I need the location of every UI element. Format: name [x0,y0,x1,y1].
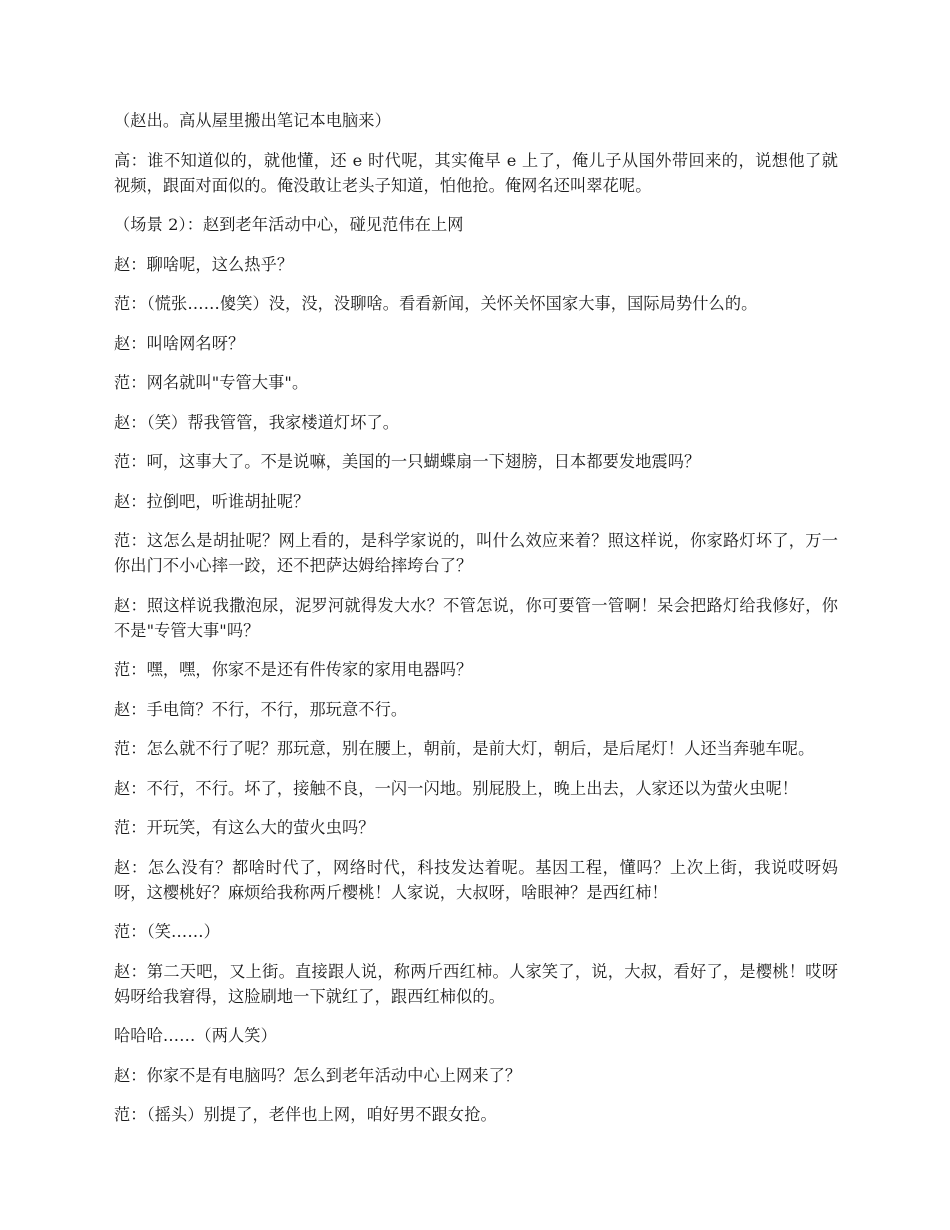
paragraph-stage-direction-1: （赵出。高从屋里搬出笔记本电脑来） [114,111,391,130]
paragraph-zhao-line-1: 赵：聊啥呢，这么热乎？ [114,254,294,274]
paragraph-fan-line-5: 范：嘿，嘿，你家不是还有件传家的家用电器吗？ [114,660,473,679]
paragraph-zhao-line-7: 赵：不行，不行。坏了，接触不良，一闪一闪地。别屁股上，晚上出去，人家还以为萤火虫呢！ [114,778,799,798]
paragraph-fan-line-3: 范：呵，这事大了。不是说嘛，美国的一只蝴蝶扇一下翅膀，日本都要发地震吗？ [114,452,701,471]
paragraph-fan-line-7: 范：开玩笑，有这么大的萤火虫吗？ [114,818,375,837]
paragraph-fan-line-2: 范：网名就叫"专管大事"。 [114,373,309,392]
paragraph-stage-direction-2: 哈哈哈……（两人笑） [114,1026,277,1045]
paragraph-zhao-line-2: 赵：叫啥网名呀？ [114,333,245,353]
paragraph-scene-2-heading: （场景 2）：赵到老年活动中心，碰见范伟在上网 [114,215,464,234]
paragraph-fan-line-1: 范：（慌张……傻笑）没，没，没聊啥。看看新闻，关怀关怀国家大事，国际局势什么的。 [114,294,758,313]
paragraph-zhao-line-3: 赵：（笑）帮我管管，我家楼道灯坏了。 [114,412,400,432]
paragraph-zhao-line-6: 赵：手电筒？不行，不行，那玩意不行。 [114,699,408,719]
document-page [114,108,838,1142]
paragraph-fan-line-9: 范：（摇头）别提了，老伴也上网，咱好男不跟女抢。 [114,1105,497,1124]
paragraph-zhao-line-4: 赵：拉倒吧，听谁胡扯呢？ [114,491,310,511]
paragraph-zhao-line-10: 赵：你家不是有电脑吗？怎么到老年活动中心上网来了？ [114,1065,522,1085]
paragraph-fan-line-6: 范：怎么就不行了呢？那玩意，别在腰上，朝前，是前大灯，朝后，是后尾灯！人还当奔驰车呢。 [114,739,815,758]
paragraph-zhao-line-9: 赵：第二天吧，又上街。直接跟人说，称两斤西红柿。人家笑了，说，大叔，看好了，是樱桃！哎呀妈呀给我窘得，这脸刷地一下就红了，跟西红柿似的。 [114,961,838,1006]
paragraph-gao-line-1: 高：谁不知道似的，就他懂，还 e 时代呢，其实俺早 e 上了，俺儿子从国外带回来的，说想他了就视频，跟面对面似的。俺没敢让老头子知道，怕他抢。俺网名还叫翠花呢。 [114,150,838,195]
paragraph-zhao-line-5: 赵：照这样说我撒泡尿，泥罗河就得发大水？不管怎说，你可要管一管啊！呆会把路灯给我修好，你不是"专管大事"吗？ [114,595,838,640]
paragraph-zhao-line-8: 赵：怎么没有？都啥时代了，网络时代，科技发达着呢。基因工程，懂吗？上次上街，我说哎呀妈呀，这樱桃好？麻烦给我称两斤樱桃！人家说，大叔呀，啥眼神？是西红柿！ [114,857,838,902]
paragraph-fan-line-4: 范：这怎么是胡扯呢？网上看的，是科学家说的，叫什么效应来着？照这样说，你家路灯坏了，万一你出门不小心摔一跤，还不把萨达姆给摔垮台了？ [114,531,838,575]
paragraph-fan-line-8: 范：（笑……） [114,922,220,941]
